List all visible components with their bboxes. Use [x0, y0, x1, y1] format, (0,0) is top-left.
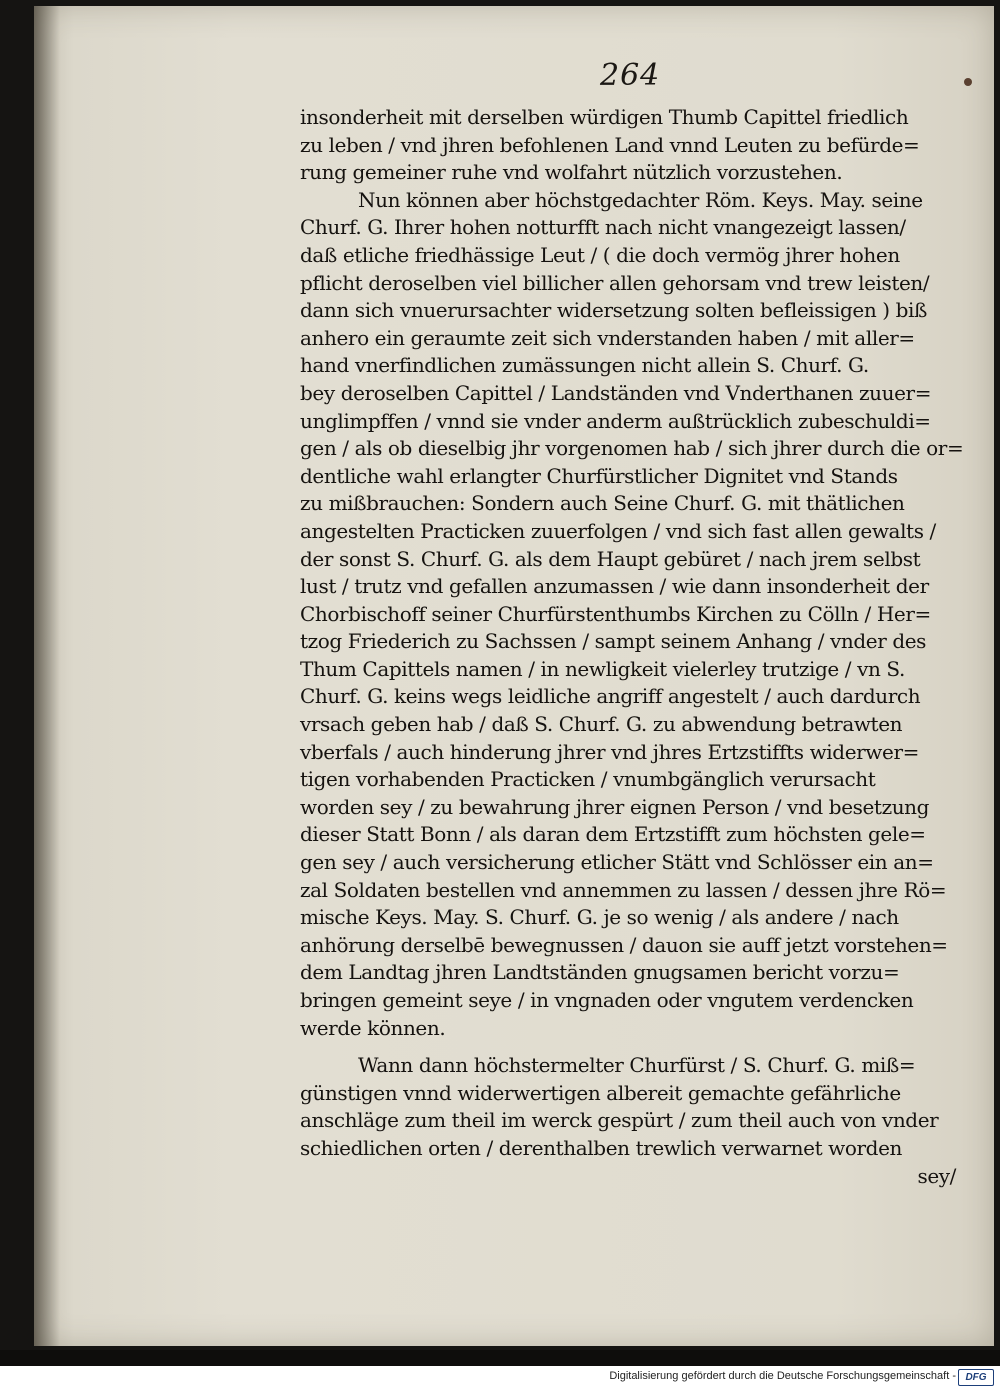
spine-shadow [34, 6, 60, 1346]
text-line: schiedlichen orten / derenthalben trewlich verwarnet worden [300, 1135, 903, 1160]
text-line: lust / trutz vnd gefallen anzumassen / wie dann insonderheit der [300, 574, 929, 599]
text-line: bey deroselben Capittel / Landständen vnd Vnderthanen zuuer= [300, 380, 932, 405]
text-line: anhörung derselbē bewegnussen / dauon sie auff jetzt vorstehen= [300, 932, 948, 957]
body-text [300, 104, 972, 1190]
text-line: günstigen vnnd widerwertigen albereit gemachte gefährliche [300, 1080, 901, 1105]
text-line: zu mißbrauchen: Sondern auch Seine Churf. G. mit thätlichen [300, 491, 905, 516]
text-line: unglimpffen / vnnd sie vnder anderm außtrücklich zubeschuldi= [300, 408, 931, 433]
text-line: rung gemeiner ruhe vnd wolfahrt nützlich vorzustehen. [300, 160, 843, 185]
text-line: dieser Statt Bonn / als daran dem Ertzstifft zum höchsten gele= [300, 822, 926, 847]
text-line: hand vnerfindlichen zumässungen nicht allein S. Churf. G. [300, 353, 869, 378]
text-line: tigen vorhabenden Practicken / vnumbgänglich verursacht [300, 767, 876, 792]
text-line: Chorbischoff seiner Churfürstenthumbs Kirchen zu Cölln / Her= [300, 601, 931, 626]
text-line: bringen gemeint seye / in vngnaden oder vngutem verdencken [300, 988, 914, 1012]
footer-credit: Digitalisierung gefördert durch die Deutsche Forschungsgemeinschaft - [609, 1370, 956, 1382]
text-line: dentliche wahl erlangter Churfürstlicher Dignitet vnd Stands [300, 463, 898, 488]
paragraph-start: Nun können aber höchstgedachter Röm. Keys. May. seine [358, 187, 923, 212]
text-line: anschläge zum theil im werck gespürt / zum theil auch von vnder [300, 1108, 939, 1133]
text-line: Thum Capittels namen / in newligkeit vielerley trutzige / vn S. [300, 656, 905, 681]
text-line: gen sey / auch versicherung etlicher Stätt vnd Schlösser ein an= [300, 850, 934, 875]
text-line: zu leben / vnd jhren befohlenen Land vnnd Leuten zu befürde= [300, 132, 920, 157]
text-line: der sonst S. Churf. G. als dem Haupt gebüret / nach jrem selbst [300, 546, 921, 571]
text-line: daß etliche friedhässige Leut / ( die doch vermög jhrer hohen [300, 242, 900, 267]
text-line: insonderheit mit derselben würdigen Thumb Capittel friedlich [300, 105, 909, 129]
paragraph-start: Wann dann höchstermelter Churfürst / S. Churf. G. miß= [358, 1053, 916, 1078]
page-number: 264 [600, 58, 661, 93]
scan-bottom-edge [0, 1350, 1000, 1366]
dfg-logo: DFG [958, 1369, 994, 1386]
text-line: Churf. G. keins wegs leidliche angriff angestelt / auch dardurch [300, 684, 921, 709]
text-line: vrsach geben hab / daß S. Churf. G. zu abwendung betrawten [300, 712, 903, 737]
text-line: pflicht deroselben viel billicher allen gehorsam vnd trew leisten/ [300, 270, 930, 295]
text-line: zal Soldaten bestellen vnd annemmen zu lassen / dessen jhre Rö= [300, 877, 947, 902]
catchword: sey/ [917, 1163, 956, 1188]
text-line: tzog Friederich zu Sachssen / sampt seinem Anhang / vnder des [300, 629, 927, 654]
text-line: dann sich vnuerursachter widersetzung solten befleissigen ) biß [300, 298, 928, 323]
paper-stain [964, 78, 972, 86]
text-line: worden sey / zu bewahrung jhrer eignen Person / vnd besetzung [300, 794, 930, 819]
text-line: werde können. [300, 1015, 446, 1040]
text-line: gen / als ob dieselbig jhr vorgenomen hab / sich jhrer durch die or= [300, 436, 964, 461]
text-line: angestelten Practicken zuuerfolgen / vnd sich fast allen gewalts / [300, 518, 936, 543]
text-line: mische Keys. May. S. Churf. G. je so wenig / als andere / nach [300, 905, 899, 930]
text-line: vberfals / auch hinderung jhrer vnd jhres Ertzstiffts widerwer= [300, 739, 919, 764]
text-line: Churf. G. Ihrer hohen notturfft nach nicht vnangezeigt lassen/ [300, 215, 906, 240]
text-line: anhero ein geraumte zeit sich vnderstanden haben / mit aller= [300, 325, 915, 350]
text-line: dem Landtag jhren Landtständen gnugsamen bericht vorzu= [300, 960, 900, 985]
digitization-footer [0, 1366, 1000, 1389]
